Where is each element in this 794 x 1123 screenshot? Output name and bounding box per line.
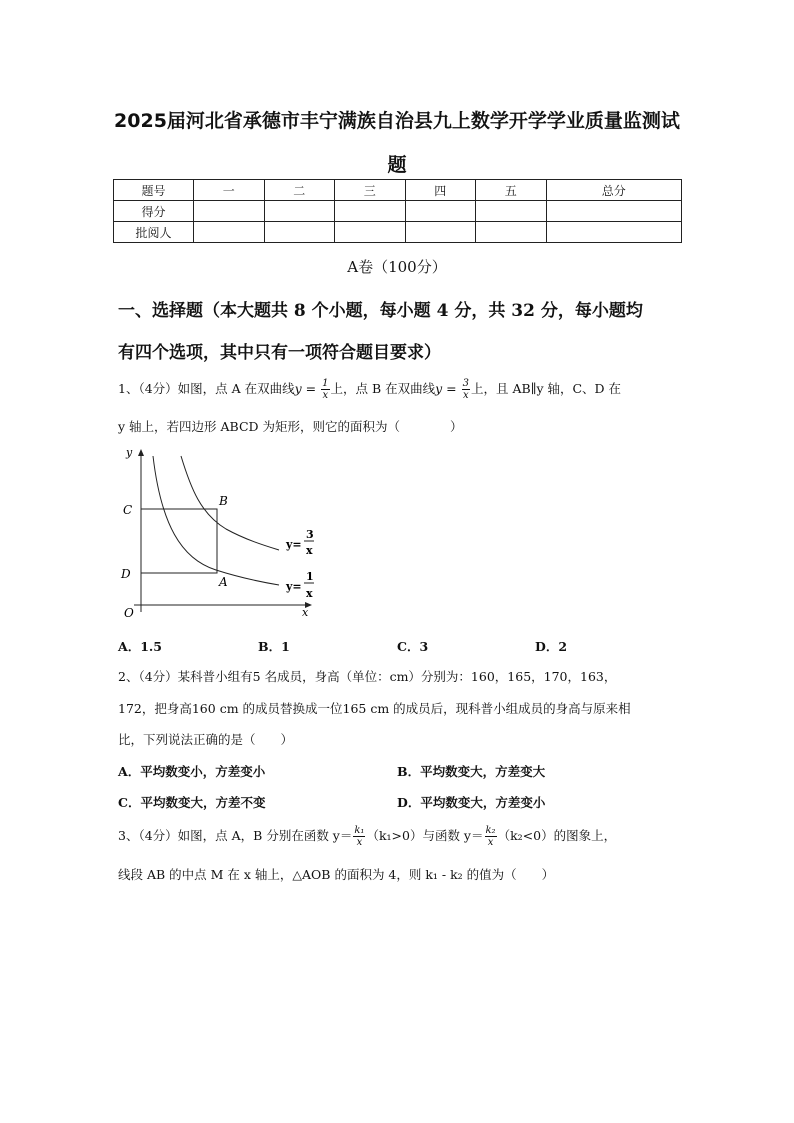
- table-cell: [405, 222, 476, 243]
- table-header-cell: 题号: [114, 180, 194, 201]
- point-b-label: B: [219, 494, 228, 508]
- q1-option-d: D．2: [535, 639, 568, 654]
- score-table: [113, 179, 682, 243]
- document-title-line1: 2025届河北省承德市丰宁满族自治县九上数学开学学业质量监测试: [114, 110, 680, 132]
- table-cell: [335, 201, 406, 222]
- point-d-label: D: [121, 567, 131, 581]
- section-one-heading-line1: 一、选择题（本大题共 8 个小题，每小题 4 分，共 32 分，每小题均: [118, 301, 643, 321]
- table-cell: [405, 201, 476, 222]
- table-header-cell: 四: [405, 180, 476, 201]
- question-1-figure: [116, 444, 326, 622]
- q2-option-c: C．平均数变大，方差不变: [118, 795, 266, 810]
- question-1-line2: y 轴上，若四边形 ABCD 为矩形，则它的面积为（ ）: [118, 419, 463, 434]
- table-row-label: 批阅人: [114, 222, 194, 243]
- y-axis-label: y: [126, 446, 133, 459]
- q2-option-b: B．平均数变大，方差变大: [397, 764, 546, 779]
- table-cell: [264, 222, 335, 243]
- x-axis-label: x: [302, 606, 309, 619]
- section-a-heading: A卷（100分）: [347, 258, 447, 276]
- table-header-cell: 五: [476, 180, 547, 201]
- q1-option-c: C．3: [397, 639, 429, 654]
- question-3-line1: 3、（4分）如图，点 A，B 分别在函数 y＝ $\frac{\text{k₁}}{x}$ （k₁>0）与函数 y＝ $\frac{\text{k₂}}{x}$ （k₂<0）的图象上，: [118, 825, 617, 848]
- table-header-cell: 一: [194, 180, 265, 201]
- score-table-row: [114, 201, 682, 222]
- curve-y-1-over-x: [153, 456, 279, 585]
- table-cell: [546, 222, 682, 243]
- q1-option-b: B．1: [258, 639, 290, 654]
- score-table-row: [114, 222, 682, 243]
- section-one-heading-line2: 有四个选项，其中只有一项符合题目要求）: [118, 343, 441, 363]
- table-cell: [194, 201, 265, 222]
- table-header-cell: 二: [264, 180, 335, 201]
- table-cell: [264, 201, 335, 222]
- question-1-line1: 1、（4分）如图，点 A 在双曲线y = $\frac{1}{x}$ 上，点 B 在双曲线y = $\frac{3}{x}$ 上，且 AB∥y 轴，C、D 在: [118, 378, 622, 401]
- table-row-label: 得分: [114, 201, 194, 222]
- question-2-line2: 172，把身高160 cm 的成员替换成一位165 cm 的成员后，现科普小组成员的身高与原来相: [118, 701, 631, 716]
- score-table-header-row: [114, 180, 682, 201]
- document-title-line2: 题: [387, 154, 407, 176]
- curve-lower-prefix: y=: [286, 580, 302, 593]
- point-c-label: C: [123, 503, 133, 517]
- table-cell: [546, 201, 682, 222]
- fraction: $\frac{3}{x}$: [462, 378, 469, 401]
- table-cell: [476, 222, 547, 243]
- table-header-cell: 总分: [546, 180, 682, 201]
- q1-option-a: A．1.5: [118, 639, 162, 654]
- question-2-line3: 比，下列说法正确的是（ ）: [118, 732, 294, 747]
- fraction: $\frac{1}{x}$: [322, 378, 329, 401]
- curve-upper-den: x: [306, 544, 313, 557]
- table-header-cell: 三: [335, 180, 406, 201]
- fraction: $\frac{\text{k₁}}{x}$: [354, 825, 365, 848]
- curve-lower-num: 1: [306, 570, 314, 583]
- table-cell: [194, 222, 265, 243]
- curve-upper-prefix: y=: [286, 538, 302, 551]
- q2-option-d: D．平均数变大，方差变小: [397, 795, 546, 810]
- fraction: $\frac{\text{k₂}}{x}$: [485, 825, 496, 848]
- q2-option-a: A．平均数变小，方差变小: [118, 764, 266, 779]
- question-2-line1: 2、（4分）某科普小组有5 名成员，身高（单位：cm）分别为：160，165，170，163，: [118, 669, 617, 684]
- table-cell: [335, 222, 406, 243]
- curve-y-3-over-x: [181, 456, 279, 550]
- question-3-line2: 线段 AB 的中点 M 在 x 轴上，△AOB 的面积为 4，则 k₁ - k₂ 的值为（ ）: [118, 867, 555, 882]
- origin-label: O: [124, 606, 134, 620]
- point-a-label: A: [219, 575, 228, 589]
- y-axis-arrow: [138, 449, 144, 456]
- table-cell: [476, 201, 547, 222]
- curve-upper-num: 3: [306, 528, 314, 541]
- curve-lower-den: x: [306, 587, 313, 600]
